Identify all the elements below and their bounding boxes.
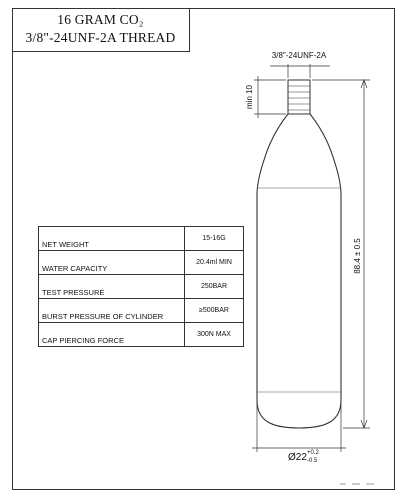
diameter-dimension <box>252 400 346 452</box>
diameter-lower-tol: -0.5 <box>307 458 318 464</box>
spec-value: 250BAR <box>185 275 244 299</box>
spec-value: 20.4ml MIN <box>185 251 244 275</box>
spec-value: 300N MAX <box>185 323 244 347</box>
spec-label: BURST PRESSURE OF CYLINDER <box>39 299 185 323</box>
cylinder-neck <box>288 80 310 114</box>
diameter-upper-tol: +0.2 <box>307 450 319 456</box>
neck-length-dimension <box>254 76 286 118</box>
spec-label: WATER CAPACITY <box>39 251 185 275</box>
thread-dimension <box>270 64 330 78</box>
spec-label: CAP PIERCING FORCE <box>39 323 185 347</box>
thread-dimension-label: 3/8"-24UNF-2A <box>271 51 327 60</box>
title-line-2: 3/8"-24UNF-2A THREAD <box>25 30 176 45</box>
spec-label: TEST PRESSURE <box>39 275 185 299</box>
title-line-1: 16 GRAM CO₂ <box>57 12 144 27</box>
spec-label: NET WEIGHT <box>39 227 185 251</box>
neck-length-label: min 10 <box>245 84 254 110</box>
cylinder-body <box>257 114 341 428</box>
diameter-label: Ø22 <box>288 452 307 463</box>
spec-value: ≥500BAR <box>185 299 244 323</box>
overall-length-label: 88.4 ± 0.5 <box>353 238 362 274</box>
spec-value: 15-16G <box>185 227 244 251</box>
